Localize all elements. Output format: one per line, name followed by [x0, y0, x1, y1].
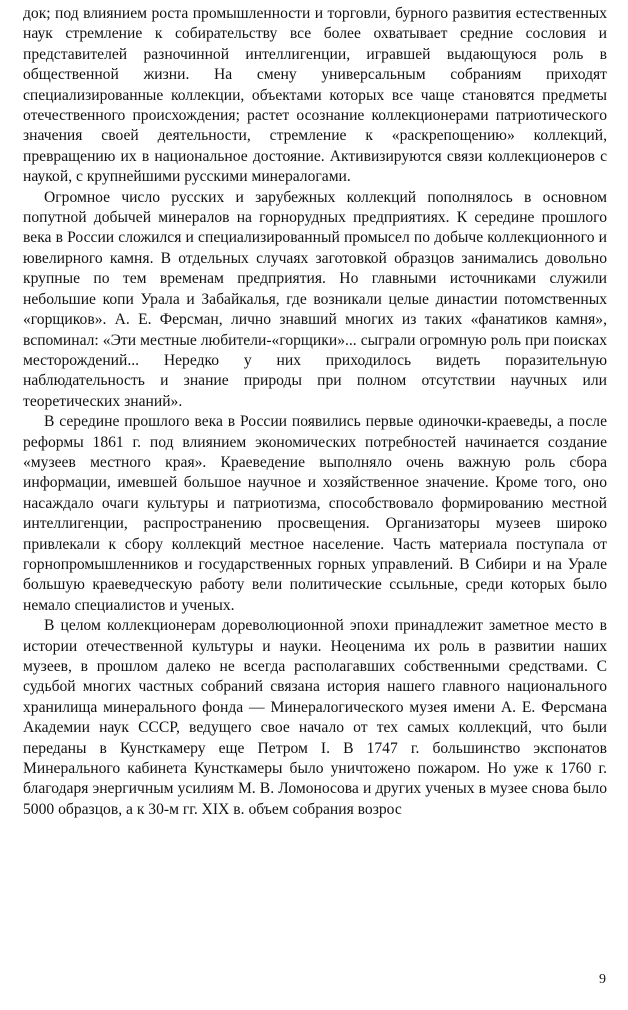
paragraph: В середине прошлого века в России появились первые одиночки-краеведы, а после реформы 1861 г. под влиянием экономических потребностей начинается создание «музеев местного края». Краеведение выполняло очень важную роль сбора информации, имевшей большое научное и хозяйственное значение. Кроме того, оно насаждало очаги культуры и патриотизма, способствовало формированию местной интеллигенции, распространению просвещения. Организаторы музеев широко привлекали к сбору коллекций местное население. Часть материала поступала от горнопромышленников и государственных горных управлений. В Сибири и на Урале большую краеведческую работу вели политические ссыльные, среди которых было немало специалистов и ученых. — [23, 413, 607, 614]
page-number: 9 — [599, 972, 606, 987]
paragraph: В целом коллекционерам дореволюционной эпохи принадлежит заметное место в истории отечественной культуры и науки. Неоценима их роль в развитии наших музеев, в прошлом далеко не всегда располагавших собственными средствами. С судьбой многих частных собраний связана история нашего главного национального хранилища минерального фонда — Минералогического музея имени А. Е. Ферсмана Академии наук СССР, ведущего свое начало от тех самых коллекций, что были переданы в Кунсткамеру еще Петром I. В 1747 г. большинство экспонатов Минерального кабинета Кунсткамеры было уничтожено пожаром. Но уже к 1760 г. благодаря энергичным усилиям М. В. Ломоносова и других ученых в музее снова было 5000 образцов, а к 30-м гг. XIX в. объем собрания возрос — [23, 617, 607, 818]
body-text — [23, 4, 607, 820]
paragraph-continued: док; под влиянием роста промышленности и торговли, бурного развития естественных наук стремление к собирательству все более охватывает средние сословия и представителей разночинной интеллигенции, игравшей выдающуюся роль в общественной жизни. На смену универсальным собраниям приходят специализированные коллекции, объектами которых все чаще становятся предметы отечественного происхождения; растет осознание коллекционерами патриотического значения своей деятельности, стремление к «раскрепощению» коллекций, превращению их в национальное достояние. Активизируются связи коллекционеров с наукой, с крупнейшими русскими минералогами. — [23, 5, 607, 186]
paragraph: Огромное число русских и зарубежных коллекций пополнялось в основном попутной добычей минералов на горнорудных предприятиях. К середине прошлого века в России сложился и специализированный промысел по добыче коллекционного и ювелирного камня. В отдельных случаях заготовкой образцов занимались довольно крупные по тем временам предприятия. Но главными источниками служили небольшие копи Урала и Забайкалья, где возникали целые династии потомственных «горщиков». А. Е. Ферсман, лично знавший многих из таких «фанатиков камня», вспоминал: «Эти местные любители-«горщики»... сыграли огромную роль при поисках месторождений... Нередко у них приходилось видеть поразительную наблюдательность и знание природы при полном отсутствии научных или теоретических знаний». — [23, 188, 607, 410]
